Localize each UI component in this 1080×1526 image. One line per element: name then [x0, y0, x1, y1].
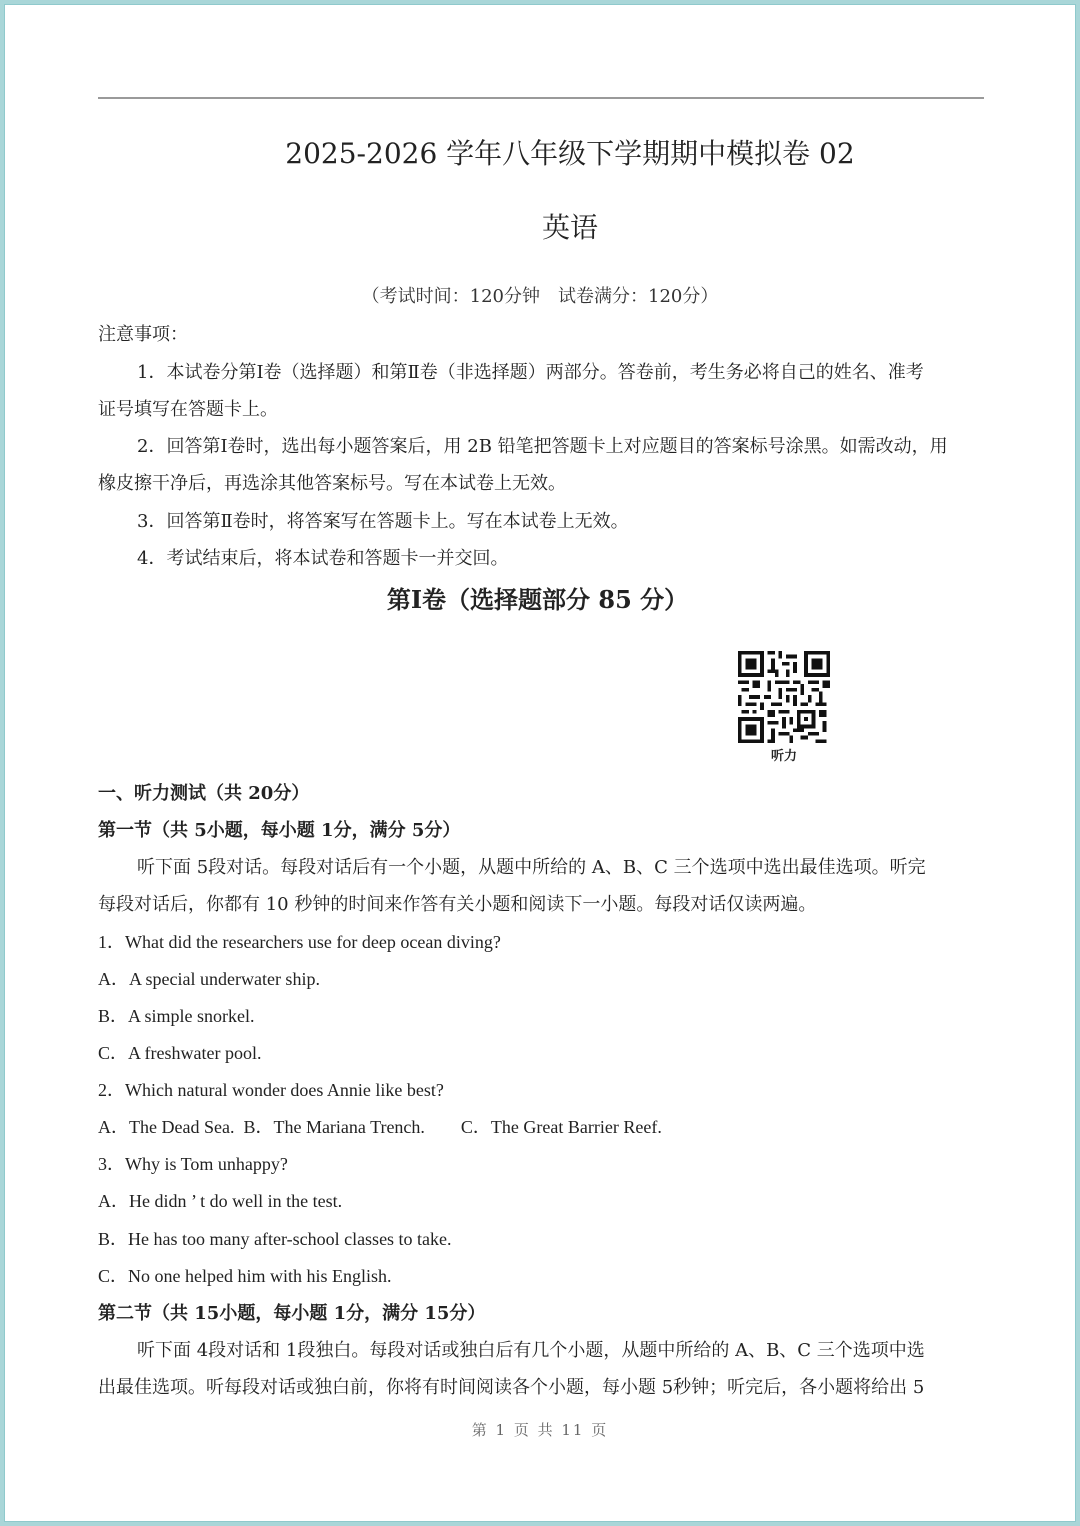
listening-heading: 一、听力测试（共 20分）: [98, 783, 310, 804]
option-line: C．No one helped him with his English.: [98, 1266, 392, 1286]
part1-heading: 第Ⅰ卷（选择题部分 85 分）: [386, 585, 689, 614]
exam-title: 2025-2026 学年八年级下学期期中模拟卷 02: [285, 137, 855, 170]
option-line: B．He has too many after-school classes to take.: [98, 1229, 452, 1249]
section2-heading: 第二节（共 15小题，每小题 1分，满分 15分）: [98, 1303, 486, 1324]
section1-intro: 听下面 5段对话。每段对话后有一个小题，从题中所给的 A、B、C 三个选项中选出最佳选项。听完: [137, 857, 926, 878]
header-rule: [98, 97, 984, 99]
notice-line: 3．回答第Ⅱ卷时，将答案写在答题卡上。写在本试卷上无效。: [137, 511, 629, 532]
section2-intro: 出最佳选项。听每段对话或独白前，你将有时间阅读各个小题，每小题 5秒钟；听完后，各小题将给出 5: [98, 1377, 925, 1398]
notice-line: 4．考试结束后，将本试卷和答题卡一并交回。: [137, 548, 509, 569]
notice-heading: 注意事项：: [98, 324, 188, 345]
option-line: A．A special underwater ship.: [98, 969, 320, 989]
option-line: C．A freshwater pool.: [98, 1043, 262, 1063]
option-line: A．The Dead Sea. B．The Mariana Trench. C．The Great Barrier Reef.: [98, 1117, 662, 1137]
exam-info: （考试时间：120分钟 试卷满分：120分）: [361, 286, 719, 307]
exam-subject: 英语: [541, 211, 598, 244]
question-line: 2．Which natural wonder does Annie like best?: [98, 1080, 444, 1100]
notice-line: 2．回答第Ⅰ卷时，选出每小题答案后，用 2B 铅笔把答题卡上对应题目的答案标号涂黑。如需改动，用: [137, 436, 948, 457]
qr-code-icon[interactable]: [738, 651, 830, 743]
question-line: 1．What did the researchers use for deep ocean diving?: [98, 932, 501, 952]
section1-intro: 每段对话后，你都有 10 秒钟的时间来作答有关小题和阅读下一小题。每段对话仅读两遍。: [98, 894, 817, 915]
section2-intro: 听下面 4段对话和 1段独白。每段对话或独白后有几个小题，从题中所给的 A、B、C 三个选项中选: [137, 1340, 925, 1361]
notice-line: 证号填写在答题卡上。: [98, 399, 278, 420]
option-line: B．A simple snorkel.: [98, 1006, 255, 1026]
notice-line: 1．本试卷分第Ⅰ卷（选择题）和第Ⅱ卷（非选择题）两部分。答卷前，考生务必将自己的姓名、准考: [137, 362, 924, 383]
section1-heading: 第一节（共 5小题，每小题 1分，满分 5分）: [98, 820, 461, 841]
question-line: 3．Why is Tom unhappy?: [98, 1154, 288, 1174]
notice-line: 橡皮擦干净后，再选涂其他答案标号。写在本试卷上无效。: [98, 473, 566, 494]
qr-label: 听力: [770, 749, 797, 764]
option-line: A．He didn ’ t do well in the test.: [98, 1191, 343, 1211]
page-footer: 第 1 页 共 11 页: [471, 1421, 609, 1439]
